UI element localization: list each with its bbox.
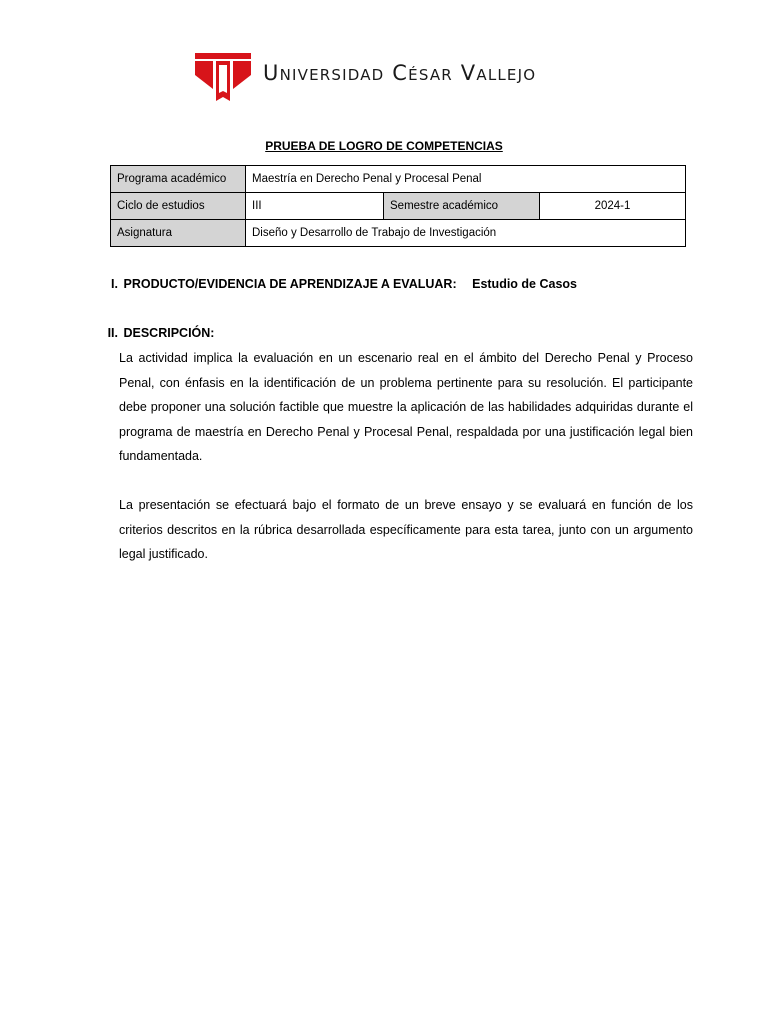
ucv-shield-icon <box>193 49 253 101</box>
section-product-heading <box>98 277 577 291</box>
section-heading-text: PRODUCTO/EVIDENCIA DE APRENDIZAJE A EVALUAR: <box>123 277 457 291</box>
section-number: I. <box>111 277 118 291</box>
ciclo-value: III <box>246 193 384 220</box>
asignatura-label: Asignatura <box>111 220 246 247</box>
table-row <box>111 166 686 193</box>
document-title: PRUEBA DE LOGRO DE COMPETENCIAS <box>265 139 503 153</box>
section-heading-text: DESCRIPCIÓN: <box>123 326 215 340</box>
asignatura-value: Diseño y Desarrollo de Trabajo de Investigación <box>246 220 686 247</box>
description-paragraph-2: La presentación se efectuará bajo el formato de un breve ensayo y se evaluará en función de los criterios descritos en la rúbrica desarrollada específicamente para esta tarea, junto con un argumento legal justificado. <box>119 498 693 562</box>
section-number: II. <box>107 326 118 340</box>
course-info-table <box>110 165 686 247</box>
semestre-label: Semestre académico <box>384 193 540 220</box>
section-description-heading <box>98 326 214 340</box>
programa-value: Maestría en Derecho Penal y Procesal Penal <box>246 166 686 193</box>
description-paragraph-1: La actividad implica la evaluación en un escenario real en el ámbito del Derecho Penal y Proceso Penal, con énfasis en la identificación de un problema pertinente para su resolución. El participante debe proponer una solución factible que muestre la aplicación de las habilidades adquiridas durante el programa de maestría en Derecho Penal y Procesal Penal, respaldada por una justificación legal bien fundamentada. <box>119 351 693 464</box>
programa-label: Programa académico <box>111 166 246 193</box>
table-row <box>111 193 686 220</box>
table-row <box>111 220 686 247</box>
ciclo-label: Ciclo de estudios <box>111 193 246 220</box>
evidence-type: Estudio de Casos <box>472 277 577 291</box>
university-logo <box>193 49 613 101</box>
university-wordmark: Universidad César Vallejo <box>263 61 537 85</box>
semestre-value: 2024-1 <box>540 193 686 220</box>
